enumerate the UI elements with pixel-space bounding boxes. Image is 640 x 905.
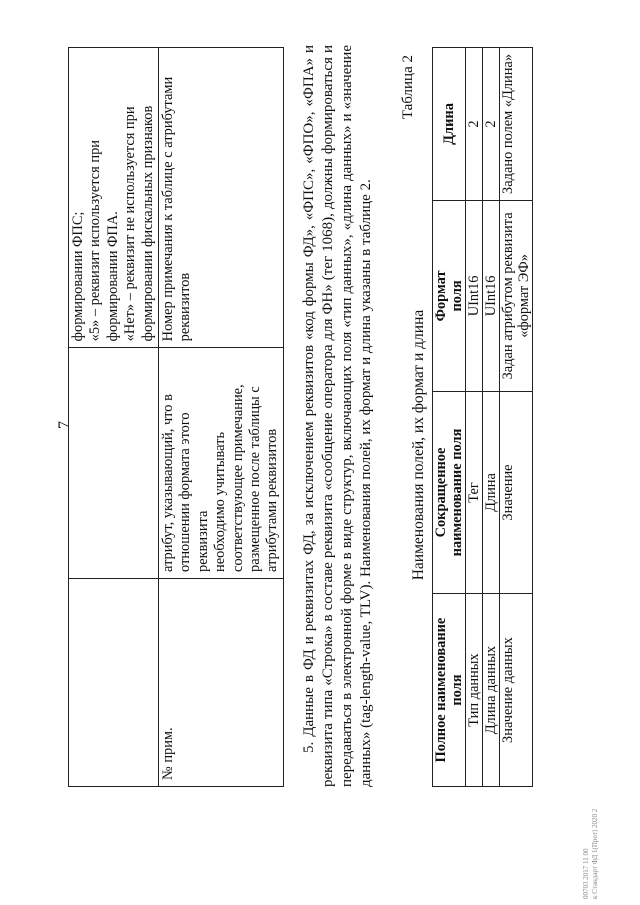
paragraph-text: 5. Данные в ФД и реквизитах ФД, за исключением реквизитов «код формы ФД», «ФПС», «ФПО», «ФПА» и реквизита типа «Строка» в составе реквизита «сообщение оператора для ФН» (тег 1068), должны формироваться и передаваться в электронной форме в виде структур, включающих поля «тип данных», «длина данных» и «значение данных» (tag-length-value, TLV). Наименования полей, их формат и длина указаны в таблице 2. — [301, 45, 374, 787]
table-cell — [159, 48, 284, 348]
table-cell: Задано полем «Длина» — [500, 48, 533, 201]
cell-line: Задан атрибутом реквизита — [500, 212, 516, 380]
table-row — [483, 48, 500, 787]
cell-line: атрибут, указывающий, что в — [160, 394, 177, 572]
table-cell: 2 — [483, 48, 500, 201]
header-short-name — [433, 391, 466, 593]
cell-line: отношении формата этого реквизита — [177, 412, 211, 572]
table-caption: Наименования полей, их формат и длина — [410, 309, 427, 581]
table-number-label: Таблица 2 — [400, 55, 416, 120]
table-cell — [159, 348, 284, 579]
cell-line: атрибутами реквизитов — [264, 428, 281, 572]
cell-line: необходимо учитывать — [212, 431, 229, 572]
header-line: поля — [449, 674, 465, 706]
header-format — [433, 200, 466, 391]
cell-line: формировании ФПС; — [70, 211, 86, 342]
table-cell: № прим. — [159, 578, 284, 786]
cell-line: соответствующее примечание, — [229, 384, 246, 572]
body-paragraph — [300, 45, 376, 787]
header-line: Полное наименование — [433, 617, 449, 763]
cell-line: формировании ФПА. — [104, 211, 121, 342]
header-line: поля — [449, 280, 465, 312]
table-cell: 2 — [466, 48, 483, 201]
table-cell: UInt16 — [483, 200, 500, 391]
header-line: Сокращенное — [433, 447, 449, 538]
table-row — [500, 48, 533, 787]
table-cell: Тип данных — [466, 594, 483, 787]
header-line: Формат — [433, 270, 449, 322]
table-cell: Длина — [483, 391, 500, 593]
cell-line: формировании фискальных признаков — [139, 105, 156, 342]
fields-format-table — [432, 47, 533, 787]
table-cell — [69, 48, 159, 348]
table-header-row — [433, 48, 466, 787]
document-stamp — [582, 719, 600, 899]
table-cell: Тег — [466, 391, 483, 593]
table-cell — [500, 200, 533, 391]
header-length: Длина — [433, 48, 466, 201]
header-line: наименование поля — [449, 428, 465, 557]
cell-line: Номер примечания к таблице с атрибутами — [160, 76, 177, 342]
table-row — [159, 48, 284, 787]
stamp-line: к Стандарт ФД 1(Прот) 2020 2 — [591, 808, 599, 899]
page-number: 7 — [56, 421, 73, 429]
header-full-name — [433, 594, 466, 787]
table-cell: Значение — [500, 391, 533, 593]
table-cell: Длина данных — [483, 594, 500, 787]
attributes-table-fragment — [68, 47, 284, 787]
table-cell: Значение данных — [500, 594, 533, 787]
table-cell — [69, 348, 159, 579]
cell-line: размещенное после таблицы с — [247, 386, 264, 572]
table-cell: UInt16 — [466, 200, 483, 391]
cell-line: «формат ЭФ» — [516, 254, 532, 338]
table-cell — [69, 578, 159, 786]
cell-line: «5» – реквизит используется при — [87, 140, 104, 342]
table-row — [69, 48, 159, 787]
cell-line: реквизитов — [177, 272, 194, 342]
stamp-line: 00703 2017 11 00 — [582, 848, 590, 899]
cell-line: «Нет» – реквизит не используется при — [122, 106, 139, 342]
table-row — [466, 48, 483, 787]
